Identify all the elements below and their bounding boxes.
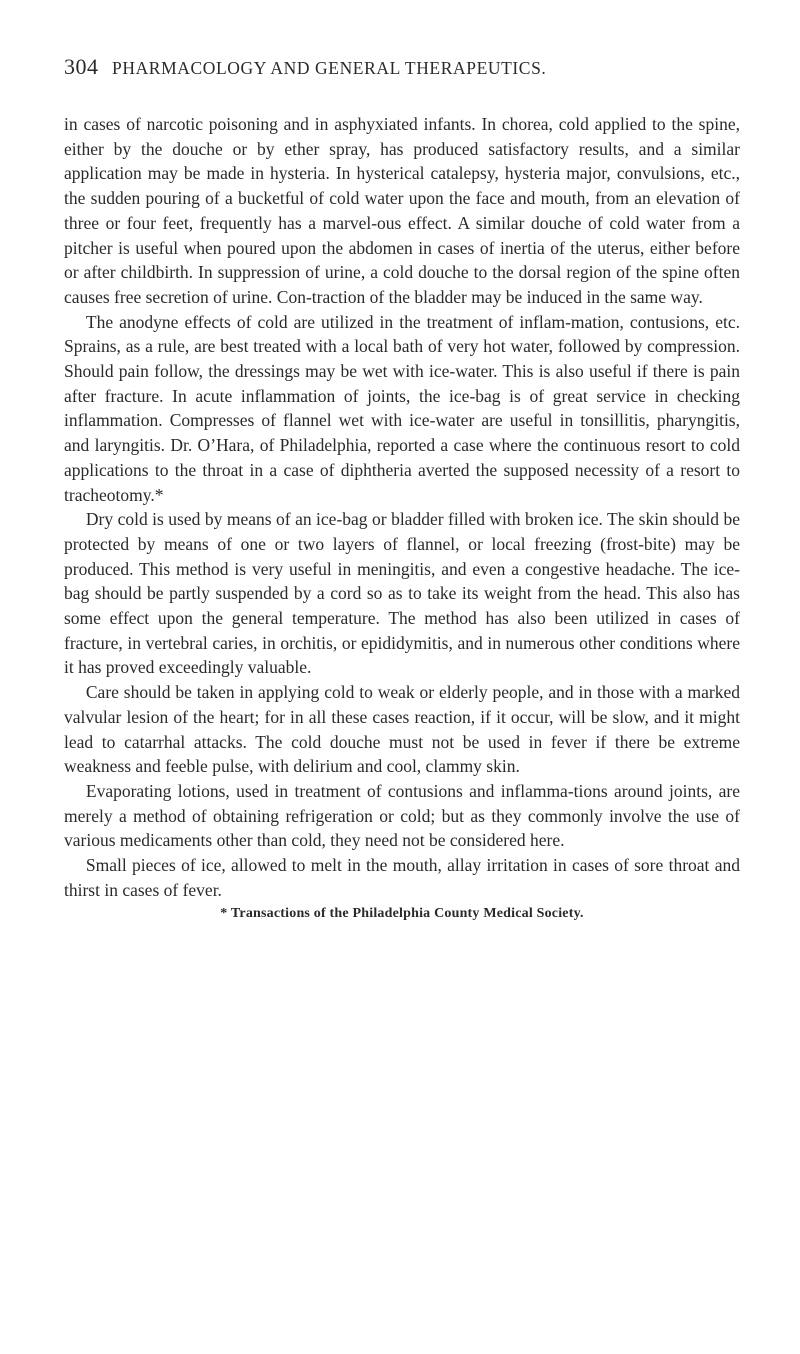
body-text bbox=[64, 112, 740, 903]
paragraph: The anodyne effects of cold are utilized in the treatment of inflam-mation, contusions, etc. Sprains, as a rule, are best treated with a local bath of very hot water, followed by compression. Should pain follow, the dressings may be wet with ice-water. This is also useful if there is pain after fracture. In acute inflammation of joints, the ice-bag is of great service in checking inflammation. Compresses of flannel wet with ice-water are useful in tonsillitis, pharyngitis, and laryngitis. Dr. O’Hara, of Philadelphia, reported a case where the continuous resort to cold applications to the throat in a case of diphtheria averted the supposed necessity of a resort to tracheotomy.* bbox=[64, 311, 740, 505]
page-header bbox=[64, 54, 740, 88]
paragraph: Evaporating lotions, used in treatment of contusions and inflamma-tions around joints, are merely a method of obtaining refrigeration or cold; but as they commonly involve the use of various medicaments other than cold, they need not be considered here. bbox=[64, 780, 740, 851]
book-page bbox=[64, 54, 740, 923]
footnote: * Transactions of the Philadelphia County Medical Society. bbox=[220, 905, 584, 921]
page-number: 304 bbox=[64, 54, 99, 79]
paragraph: Small pieces of ice, allowed to melt in the mouth, allay irritation in cases of sore throat and thirst in cases of fever. bbox=[64, 855, 740, 900]
paragraph: Care should be taken in applying cold to weak or elderly people, and in those with a marked valvular lesion of the heart; for in all these cases reaction, if it occur, will be slow, and it might lead to catarrhal attacks. The cold douche must not be used in fever if there be extreme weakness and feeble pulse, with delirium and cool, clammy skin. bbox=[64, 682, 740, 777]
running-head: PHARMACOLOGY AND GENERAL THERAPEUTICS. bbox=[112, 58, 547, 78]
paragraph: Dry cold is used by means of an ice-bag or bladder filled with broken ice. The skin should be protected by means of one or two layers of flannel, or local freezing (frost-bite) may be produced. This method is very useful in meningitis, and even a congestive headache. The ice-bag should be partly suspended by a cord so as to take its weight from the head. This also has some effect upon the general temperature. The method has also been utilized in cases of fracture, in vertebral caries, in orchitis, or epididymitis, and in numerous other conditions where it has proved exceedingly valuable. bbox=[64, 509, 740, 678]
paragraph-continued: in cases of narcotic poisoning and in asphyxiated infants. In chorea, cold applied to the spine, either by the douche or by ether spray, has produced satisfactory results, and a similar application may be made in hysteria. In hysterical catalepsy, hysteria major, convulsions, etc., the sudden pouring of a bucketful of cold water upon the face and mouth, from an elevation of three or four feet, frequently has a marvel-ous effect. A similar douche of cold water from a pitcher is useful when poured upon the abdomen in cases of inertia of the uterus, either before or after childbirth. In suppression of urine, a cold douche to the dorsal region of the spine often causes free secretion of urine. Con-traction of the bladder may be induced in the same way. bbox=[64, 114, 740, 307]
